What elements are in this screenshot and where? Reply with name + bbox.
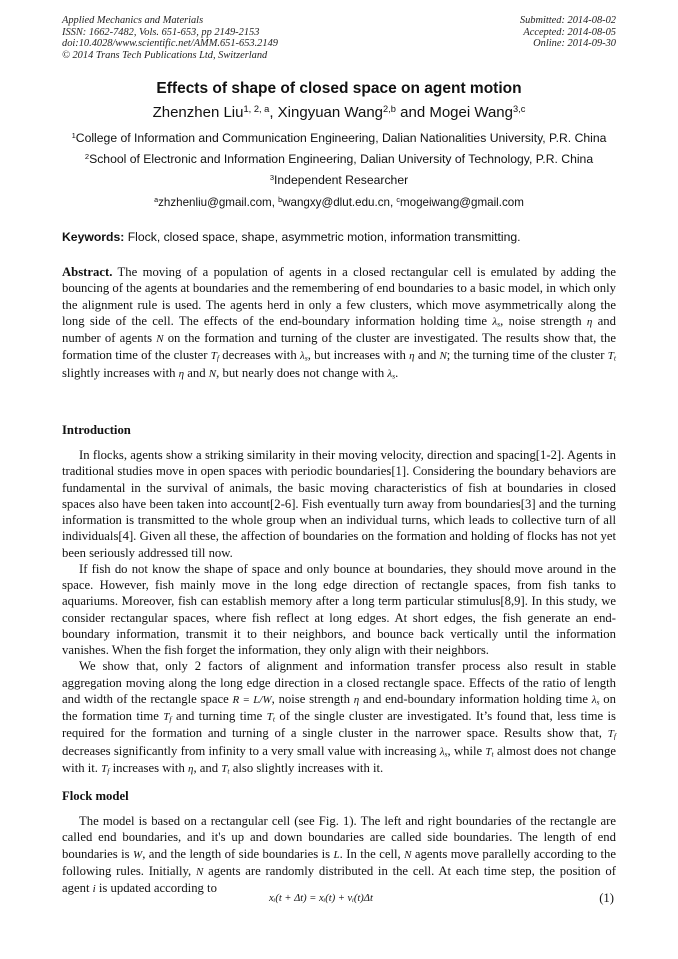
math-t-f xyxy=(211,350,219,362)
intro-text: , and xyxy=(193,760,222,775)
math-subscript: t xyxy=(613,353,616,363)
math-eta: η xyxy=(353,693,360,706)
math-subscript: f xyxy=(216,353,220,363)
author-affil-sup: 1, 2, a xyxy=(243,103,270,114)
math-t-t xyxy=(221,763,229,775)
submission-dates xyxy=(520,15,616,50)
email-sup: a xyxy=(154,195,159,205)
math-t-t xyxy=(267,711,275,723)
affiliation-text: School of Electronic and Information Engineering, Dalian University of Technology, P.R. China xyxy=(89,152,594,166)
intro-text: almost does not change with it. xyxy=(62,743,616,775)
date-accepted: Accepted: 2014-08-05 xyxy=(523,26,616,38)
affiliation-1 xyxy=(0,131,678,146)
abstract-text: and xyxy=(414,348,440,363)
math-symbol: λ xyxy=(387,367,393,380)
math-subscript: s xyxy=(444,749,448,759)
abstract-text: and number of agents xyxy=(62,313,616,345)
math-symbol: T xyxy=(485,745,492,758)
math-subscript: t xyxy=(491,749,494,759)
journal-doi: doi:10.4028/www.scientific.net/AMM.651-653.2149 xyxy=(62,38,278,50)
math-lambda-s xyxy=(592,694,600,706)
flock-text: is updated according to xyxy=(95,881,217,895)
abstract-text: decreases with xyxy=(219,348,300,363)
math-i: i xyxy=(92,883,96,895)
math-symbol: λ xyxy=(439,745,445,758)
abstract-text: and xyxy=(184,365,209,380)
intro-text: also slightly increases with it. xyxy=(229,760,384,775)
flock-text: The model is based on a rectangular cell (see Fig. 1). The left and right boundaries of the rectangle are called end boundaries, and it's up and down boundaries are called side boundaries. The length of end boundaries is xyxy=(62,814,616,861)
abstract-text: , but increases with xyxy=(307,348,410,363)
abstract-text: slightly increases with xyxy=(62,365,179,380)
keywords-label: Keywords: xyxy=(62,230,125,244)
email-sup: c xyxy=(396,195,400,205)
math-subscript: s xyxy=(497,319,501,329)
math-lambda-s xyxy=(440,746,448,758)
author-name: Zhenzhen Liu xyxy=(152,104,244,121)
intro-text: and end-boundary information holding time xyxy=(359,691,592,706)
math-t-f xyxy=(608,728,616,740)
math-eta: η xyxy=(187,762,194,775)
affiliation-text: College of Information and Communication Engineering, Dalian Nationalities University, P.R. China xyxy=(75,131,607,145)
affiliation-number: 3 xyxy=(269,172,275,182)
math-symbol: T xyxy=(607,728,614,741)
email-sup: b xyxy=(278,195,283,205)
math-lambda-s xyxy=(492,316,500,328)
author-emails xyxy=(0,195,678,210)
author-separator: and xyxy=(395,104,430,121)
math-eta: η xyxy=(409,350,415,363)
math-subscript: t xyxy=(272,714,275,724)
math-subscript: f xyxy=(613,731,616,741)
math-t-t xyxy=(608,350,616,362)
intro-text: of the single cluster are investigated. It’s found that, less time is required for the formation and turning of a single cluster in the narrower space. Results show that, xyxy=(62,709,616,741)
intro-text: , noise strength xyxy=(271,691,354,706)
author-separator: , xyxy=(269,104,278,121)
abstract xyxy=(62,264,616,382)
abstract-label: Abstract. xyxy=(62,265,113,279)
math-n: N xyxy=(208,367,217,380)
keywords-text: Flock, closed space, shape, asymmetric motion, information transmitting. xyxy=(124,230,521,244)
math-l: L xyxy=(333,848,340,861)
math-symbol: T xyxy=(210,350,217,363)
intro-paragraph-3 xyxy=(62,658,616,777)
section-heading-flock-model: Flock model xyxy=(62,789,129,803)
intro-text: on the formation time xyxy=(62,691,616,723)
abstract-text: The moving of a population of agents in a closed rectangular cell is emulated by adding the bouncing of the agents at boundaries and the remembering of end boundaries to a basic model, in which only the alignment rule is used. The agents herd in only a few clusters, which move asymmetrically along the long side of the cell. The effects of the end-boundary information holding time xyxy=(62,265,616,328)
date-online: Online: 2014-09-30 xyxy=(533,38,616,50)
paper-title: Effects of shape of closed space on agent motion xyxy=(156,80,522,97)
equation-number: (1) xyxy=(599,891,614,905)
introduction-body xyxy=(62,447,616,777)
author-affil-sup: 3,c xyxy=(513,103,526,114)
math-lambda-s xyxy=(300,350,308,362)
abstract-text: . xyxy=(395,365,399,380)
email-address: zhzhenliu@gmail.com, xyxy=(158,196,279,209)
math-lambda-s xyxy=(387,368,395,380)
math-t-f xyxy=(163,711,171,723)
flock-text: agents are randomly distributed in the cell. At each time step, the position of agent xyxy=(62,863,616,895)
math-subscript: s xyxy=(596,697,600,707)
affiliation-2 xyxy=(0,152,678,167)
affiliation-number: 2 xyxy=(84,151,90,161)
email-address: wangxy@dlut.edu.cn, xyxy=(282,196,397,209)
math-eta: η xyxy=(178,367,185,380)
math-symbol: T xyxy=(607,350,614,363)
equation-body: xᵢ(t + Δt) = xᵢ(t) + vᵢ(t)Δt xyxy=(269,893,373,904)
intro-paragraph-2: If fish do not know the shape of space and only bounce at boundaries, they should move around in the space. However, fish mainly move in the long edge direction of rectangle spaces, from fish tanks to aquariums. Moreover, fish can establish memory after a long term particular stimulus[8,9]. In this study, we consider rectangular spaces, where fish reflect at long edges. At short edges, the fish generate an end-boundary information, transmit it to their neighbors, and bounce back vertically until the information vanishes. When the fish forget the information, they only align with their neighbors. xyxy=(62,561,616,657)
math-symbol: λ xyxy=(591,693,597,706)
flock-text: . In the cell, xyxy=(339,846,405,861)
math-symbol: λ xyxy=(492,315,498,328)
math-subscript: f xyxy=(107,766,110,776)
journal-name: Applied Mechanics and Materials xyxy=(62,15,204,26)
abstract-text: , but nearly does not change with xyxy=(216,365,388,380)
affiliation-3 xyxy=(0,173,678,188)
math-subscript: s xyxy=(392,371,396,381)
math-n: N xyxy=(156,333,164,345)
math-subscript: f xyxy=(169,714,172,724)
intro-text: decreases significantly from infinity to a very small value with increasing xyxy=(62,743,440,758)
affiliation-text: Independent Researcher xyxy=(274,173,409,187)
author-name: Mogei Wang xyxy=(429,104,513,121)
intro-paragraph-1: In flocks, agents show a striking similarity in their moving velocity, direction and spacing[1-2]. Agents in traditional studies move in open spaces with periodic boundaries[1]. Considering the boundary behaviors are fundamental in the survival of animals, the basic moving characteristics of fish at boundaries in closed spaces also have been taken into account[2-6]. Fish eventually turn away from boundaries[3] and the turning information is transmitted to the whole group when an individual turns, which leads to collective turn of all individuals[4]. Given all these, the affection of boundaries on the formation and holding of flocks has not yet been seriously addressed till now. xyxy=(62,448,616,560)
flock-model-paragraph xyxy=(62,813,616,897)
math-eta: η xyxy=(586,315,593,328)
math-symbol: λ xyxy=(299,350,305,363)
flock-text: , and the length of side boundaries is xyxy=(142,846,334,861)
math-symbol: T xyxy=(163,711,170,723)
intro-text: and turning time xyxy=(171,709,267,723)
intro-text: increases with xyxy=(109,760,188,775)
date-submitted: Submitted: 2014-08-02 xyxy=(519,15,616,26)
journal-issn: ISSN: 1662-7482, Vols. 651-653, pp 2149-2153 xyxy=(62,26,260,38)
math-w: W xyxy=(133,848,143,861)
keywords xyxy=(62,230,618,245)
math-symbol: T xyxy=(266,711,273,723)
math-subscript: s xyxy=(304,353,308,363)
math-n: N xyxy=(404,848,412,861)
journal-copyright: © 2014 Trans Tech Publications Ltd, Switzerland xyxy=(62,49,268,61)
author-name: Xingyuan Wang xyxy=(277,104,384,121)
author-affil-sup: 2,b xyxy=(383,103,396,114)
math-symbol: T xyxy=(101,762,108,775)
affiliation-number: 1 xyxy=(71,130,76,140)
math-n: N xyxy=(195,865,204,878)
abstract-text: , noise strength xyxy=(500,313,587,328)
math-t-t xyxy=(485,746,493,758)
journal-info xyxy=(62,15,278,61)
math-r-ratio: R = L/W xyxy=(232,693,272,706)
section-heading-introduction: Introduction xyxy=(62,423,131,437)
math-subscript: t xyxy=(227,766,230,776)
math-n: N xyxy=(439,350,447,363)
intro-text: , while xyxy=(447,743,486,758)
math-symbol: T xyxy=(221,762,228,775)
abstract-text: on the formation and turning of the cluster are investigated. The results show that, the formation time of the cluster xyxy=(62,331,616,363)
intro-text: We show that, only 2 factors of alignment and information transfer process also result in stable aggregation moving along the long edge direction in a closed rectangle space. Effects of the ratio of length and width of the rectangle space xyxy=(62,659,616,706)
abstract-text: ; the turning time of the cluster xyxy=(446,348,608,363)
flock-text: agents move parallelly according to the following rules. Initially, xyxy=(62,846,616,878)
author-list xyxy=(0,104,678,122)
email-address: mogeiwang@gmail.com xyxy=(399,196,524,209)
